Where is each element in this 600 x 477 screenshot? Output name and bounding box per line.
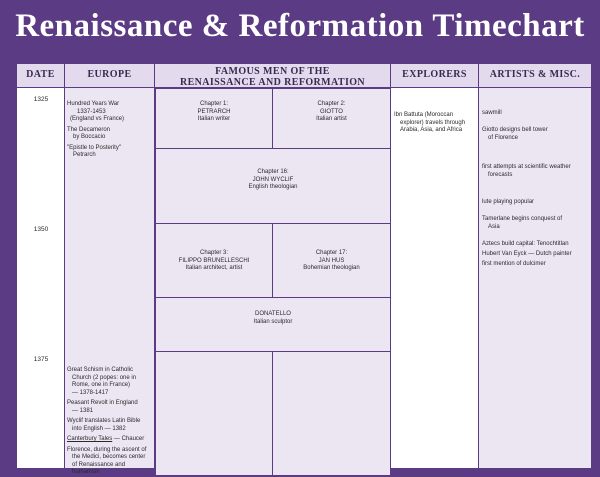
header-famous-men-line1: FAMOUS MEN OF THE (215, 66, 330, 77)
decameron-by: by Boccacio (73, 134, 106, 140)
schism-3: Rome, one in France) (72, 382, 131, 388)
box-donatello (155, 297, 391, 352)
epistle-by: Petrarch (73, 152, 96, 158)
donatello-name: DONATELLO (255, 311, 291, 317)
europe-events-bottom (67, 367, 155, 477)
box-petrarch (155, 88, 273, 149)
brunelleschi-name: FILIPPO BRUNELLESCHI (178, 257, 250, 264)
petrarch-role: Italian writer (197, 116, 231, 122)
epistle-text: "Epistle to Posterity" (67, 144, 121, 151)
date-1350: 1350 (33, 226, 49, 233)
artist-sawmill: sawmill (482, 110, 502, 116)
weather-2: forecasts (488, 171, 513, 178)
decameron-text: The Decameron (67, 126, 111, 133)
hyw-years: 1337-1453 (77, 108, 106, 115)
schism-2: Church (2 popes: one in (72, 374, 137, 381)
header-date: DATE (17, 64, 65, 88)
florence-2: the Medici, becomes center (72, 454, 146, 460)
date-1375: 1375 (33, 356, 49, 363)
box-empty-left (155, 351, 273, 476)
giotto-name: GIOTTO (320, 108, 343, 115)
artist-van-eyck: Hubert Van Eyck — Dutch painter (482, 251, 572, 257)
peasant-2: — 1381 (72, 407, 94, 414)
artist-weather (482, 164, 590, 179)
header-famous-men (155, 64, 391, 88)
wyclif-role: English theologian (248, 184, 298, 190)
petrarch-chapter: Chapter 1: (199, 101, 229, 107)
explorers-ibn-battuta (394, 112, 478, 135)
brunelleschi-chapter: Chapter 3: (199, 250, 229, 256)
date-column (17, 88, 65, 468)
artist-lute: lute playing popular (482, 199, 535, 205)
wyclif-bible-1: Wyclif translates Latin Bible (67, 418, 141, 424)
timechart-table (17, 64, 591, 475)
box-empty-right (272, 351, 391, 476)
ibn-battuta-2: explorer) travels through (400, 119, 466, 126)
header-famous-men-line2: RENAISSANCE AND REFORMATION (179, 77, 366, 88)
donatello-role: Italian sculptor (253, 318, 293, 325)
wyclif-chapter: Chapter 16: (257, 169, 289, 175)
title-word-3: Reformation (238, 8, 424, 44)
peasant-1: Peasant Revolt in England (67, 400, 138, 406)
artist-giotto-tower (482, 127, 590, 142)
page-title (0, 8, 600, 45)
title-word-1: Renaissance (15, 8, 194, 44)
ibn-battuta-1: Ibn Battuta (Moroccan (394, 112, 454, 118)
florence-4: humanism (72, 469, 100, 475)
title-word-2: & (201, 8, 230, 44)
weather-1: first attempts at scientific weather (482, 164, 571, 170)
wyclif-name: JOHN WYCLIF (252, 176, 294, 183)
florence-1: Florence, during the ascent of (67, 446, 147, 453)
artist-tamerlane (482, 216, 590, 231)
hyw-sides: (England vs France) (70, 116, 125, 122)
florence-3: of Renaissance and (72, 461, 126, 468)
canterbury-author: — Chaucer (112, 436, 145, 442)
artists-column (479, 88, 591, 468)
tamerlane-1: Tamerlane begins conquest of (482, 216, 563, 222)
brunelleschi-role: Italian architect, artist (185, 265, 243, 271)
petrarch-name: PETRARCH (197, 108, 231, 115)
giotto-role: Italian artist (316, 116, 347, 122)
canterbury-title: Canterbury Tales (67, 436, 113, 442)
giotto-tower-2: of Florence (488, 134, 519, 141)
tamerlane-2: Asia (488, 223, 500, 230)
artist-dulcimer: first mention of dulcimer (482, 261, 546, 267)
giotto-chapter: Chapter 2: (317, 101, 346, 107)
title-word-4: Timechart (432, 8, 585, 44)
artist-aztecs: Aztecs build capital: Tenochtitlan (482, 241, 569, 247)
hus-role: Bohemian theologian (303, 265, 360, 271)
box-hus (272, 223, 391, 298)
box-wyclif (155, 148, 391, 224)
canterbury-line (67, 436, 155, 444)
date-1325: 1325 (33, 96, 49, 103)
box-brunelleschi (155, 223, 273, 298)
hus-chapter: Chapter 17: (315, 250, 348, 256)
giotto-tower-1: Giotto designs bell tower (482, 127, 548, 133)
hyw-text: Hundred Years War (67, 101, 120, 107)
schism-4: — 1378-1417 (72, 389, 109, 396)
header-europe: EUROPE (65, 64, 155, 88)
box-giotto (272, 88, 391, 149)
europe-events-top (67, 101, 155, 160)
ibn-battuta-3: Arabia, Asia, and Africa (400, 127, 463, 133)
explorers-column (391, 88, 479, 468)
header-explorers: EXPLORERS (391, 64, 479, 88)
hus-name: JAN HUS (318, 257, 345, 264)
wyclif-bible-2: into English — 1382 (72, 425, 126, 432)
schism-1: Great Schism in Catholic (67, 367, 134, 373)
header-artists: ARTISTS & MISC. (479, 64, 591, 88)
